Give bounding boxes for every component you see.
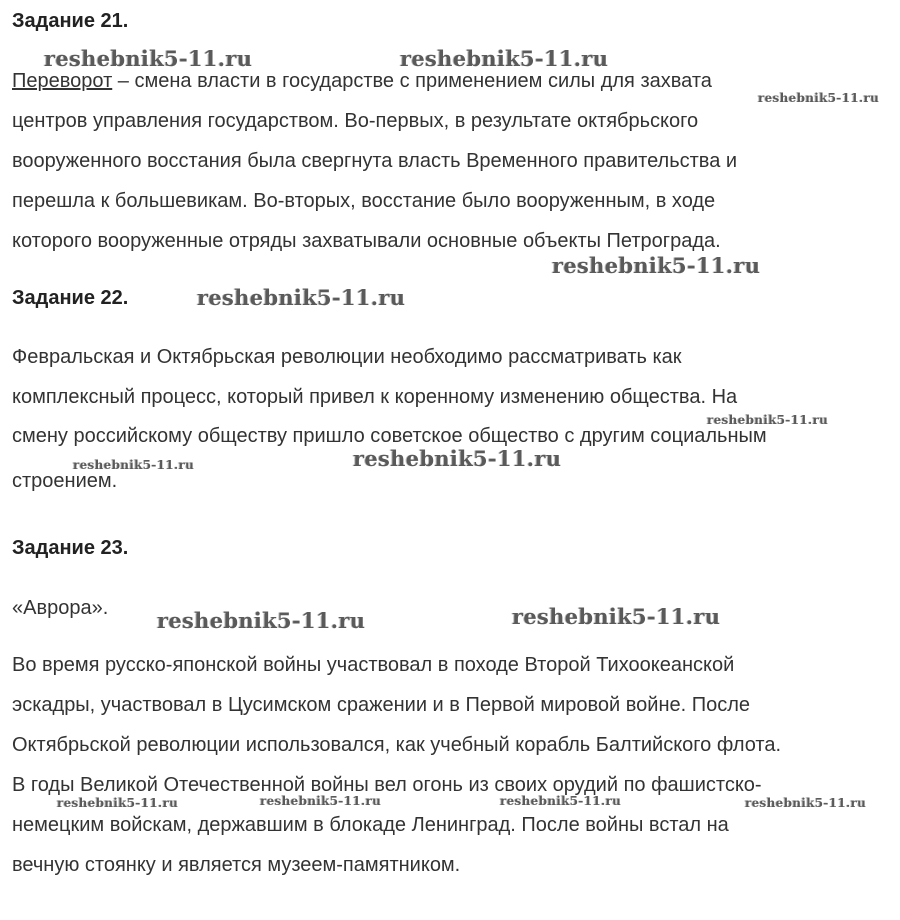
text-line: строением. bbox=[12, 470, 118, 492]
watermark: reshebnik5-11.ru bbox=[758, 91, 880, 105]
text-line: Февральская и Октябрьская революции необходимо рассматривать как bbox=[12, 346, 682, 368]
watermark: reshebnik5-11.ru bbox=[552, 253, 761, 278]
text-line: эскадры, участвовал в Цусимском сражении и в Первой мировой войне. После bbox=[12, 694, 751, 716]
text-line: центров управления государством. Во-первых, в результате октябрьского bbox=[12, 110, 699, 132]
text-line: Октябрьской революции использовался, как учебный корабль Балтийского флота. bbox=[12, 734, 782, 756]
watermark: reshebnik5-11.ru bbox=[353, 446, 562, 471]
watermark: reshebnik5-11.ru bbox=[400, 46, 609, 71]
watermark: reshebnik5-11.ru bbox=[500, 794, 622, 808]
watermark: reshebnik5-11.ru bbox=[73, 458, 195, 472]
text-line: Переворот – смена власти в государстве с применением силы для захвата bbox=[12, 70, 712, 92]
watermark: reshebnik5-11.ru bbox=[707, 413, 829, 427]
task-23-answer: «Аврора». bbox=[12, 597, 109, 619]
watermark: reshebnik5-11.ru bbox=[44, 46, 253, 71]
term-underlined: Переворот bbox=[12, 70, 113, 92]
text-line: смену российскому обществу пришло советское общество с другим социальным bbox=[12, 425, 767, 447]
text-line: Во время русско-японской войны участвовал в походе Второй Тихоокеанской bbox=[12, 654, 735, 676]
watermark: reshebnik5-11.ru bbox=[260, 794, 382, 808]
watermark: reshebnik5-11.ru bbox=[512, 604, 721, 629]
task-23-title: Задание 23. bbox=[12, 537, 129, 559]
text-line: вооруженного восстания была свергнута власть Временного правительства и bbox=[12, 150, 738, 172]
watermark: reshebnik5-11.ru bbox=[57, 796, 179, 810]
text-line: немецким войскам, державшим в блокаде Ленинград. После войны встал на bbox=[12, 814, 729, 836]
task-23-text bbox=[12, 645, 892, 885]
task-22-title: Задание 22. bbox=[12, 287, 129, 309]
text-line: вечную стоянку и является музеем-памятником. bbox=[12, 854, 461, 876]
watermark: reshebnik5-11.ru bbox=[157, 608, 366, 633]
text-line: комплексный процесс, который привел к коренному изменению общества. На bbox=[12, 386, 738, 408]
watermark: reshebnik5-11.ru bbox=[745, 796, 867, 810]
text-line: В годы Великой Отечественной войны вел огонь из своих орудий по фашистско- bbox=[12, 774, 762, 796]
text-line: которого вооруженные отряды захватывали основные объекты Петрограда. bbox=[12, 230, 721, 252]
watermark: reshebnik5-11.ru bbox=[197, 285, 406, 310]
text-line: перешла к большевикам. Во-вторых, восстание было вооруженным, в ходе bbox=[12, 190, 716, 212]
task-21-title: Задание 21. bbox=[12, 10, 129, 32]
